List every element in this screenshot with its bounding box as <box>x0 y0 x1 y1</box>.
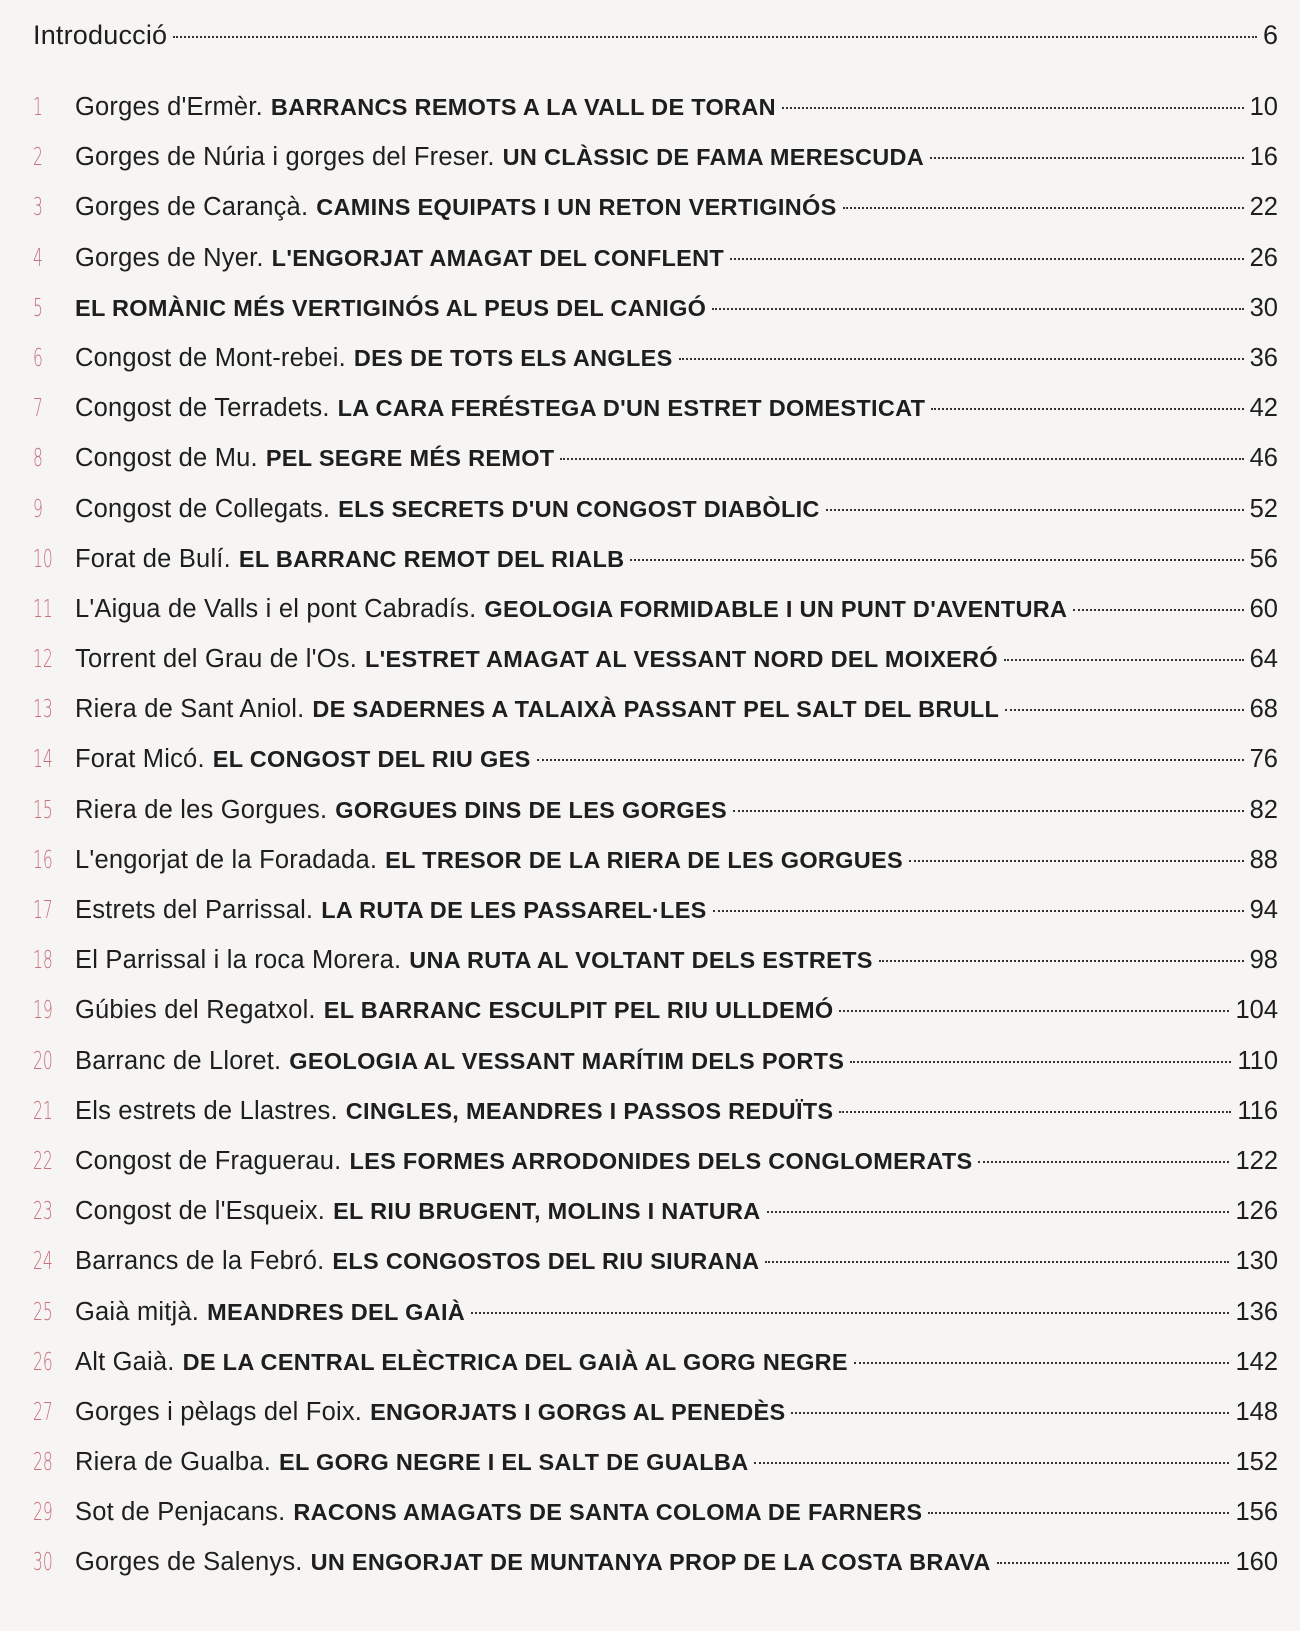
chapter-number: 19 <box>33 995 53 1025</box>
chapter-number: 8 <box>33 443 43 473</box>
chapter-place: Forat de Bulí. <box>75 544 231 573</box>
chapter-number: 26 <box>33 1346 53 1376</box>
chapter-title: CAMINS EQUIPATS I UN RETON VERTIGINÓS <box>316 194 837 221</box>
chapter-number: 4 <box>33 242 43 272</box>
chapter-page-number: 130 <box>1235 1247 1278 1276</box>
chapter-number: 9 <box>33 493 43 523</box>
chapter-place: L'engorjat de la Foradada. <box>75 845 378 874</box>
chapter-number: 20 <box>33 1045 53 1075</box>
chapter-title: LES FORMES ARRODONIDES DELS CONGLOMERATS <box>349 1147 973 1174</box>
chapter-number: 23 <box>33 1196 53 1226</box>
chapter-page-number: 110 <box>1237 1046 1278 1075</box>
chapter-place: Congost de Collegats. <box>75 494 331 523</box>
chapter-title: LA CARA FERÉSTEGA D'UN ESTRET DOMESTICAT <box>337 395 926 422</box>
chapter-number: 10 <box>33 543 53 573</box>
chapter-page-number: 42 <box>1249 394 1278 423</box>
chapter-title: L'ENGORJAT AMAGAT DEL CONFLENT <box>271 244 725 271</box>
chapter-title: UN ENGORJAT DE MUNTANYA PROP DE LA COSTA BRAVA <box>310 1549 991 1576</box>
chapter-number: 30 <box>33 1547 53 1577</box>
dot-leader <box>978 1161 1229 1163</box>
chapter-place: Alt Gaià. <box>75 1347 175 1376</box>
dot-leader <box>839 1010 1229 1012</box>
dot-leader <box>537 759 1244 761</box>
chapter-page-number: 122 <box>1235 1146 1278 1175</box>
chapter-page-number: 68 <box>1249 695 1278 724</box>
toc-chapter-row[interactable] <box>33 92 1278 142</box>
dot-leader <box>730 258 1244 260</box>
dot-leader <box>930 157 1244 159</box>
toc-chapter-row[interactable] <box>33 494 1278 544</box>
dot-leader <box>630 559 1243 561</box>
dot-leader <box>733 810 1244 812</box>
chapter-title: GEOLOGIA AL VESSANT MARÍTIM DELS PORTS <box>289 1047 845 1074</box>
dot-leader <box>879 960 1244 962</box>
toc-chapter-row[interactable] <box>33 1547 1278 1597</box>
chapter-place: Riera de Gualba. <box>75 1448 271 1477</box>
chapter-number: 25 <box>33 1296 53 1326</box>
chapter-place: Els estrets de Llastres. <box>75 1096 338 1125</box>
toc-chapter-row[interactable] <box>33 744 1278 794</box>
chapter-page-number: 104 <box>1235 996 1278 1025</box>
chapter-place: Riera de Sant Aniol. <box>75 695 305 724</box>
chapter-place: Gorges d'Ermèr. <box>75 93 263 121</box>
toc-chapter-row[interactable] <box>33 945 1278 995</box>
chapter-page-number: 88 <box>1249 845 1278 874</box>
chapter-page-number: 22 <box>1249 193 1278 222</box>
chapter-number: 18 <box>33 945 53 975</box>
chapter-title: EL BARRANC REMOT DEL RIALB <box>238 545 625 572</box>
chapter-place: Barranc de Lloret. <box>75 1046 282 1075</box>
chapter-page-number: 26 <box>1249 243 1278 272</box>
dot-leader <box>826 509 1244 511</box>
chapter-number: 28 <box>33 1447 53 1477</box>
chapter-place: Congost de Fraguerau. <box>75 1146 342 1175</box>
intro-label: Introducció <box>33 20 168 50</box>
chapter-title: ENGORJATS I GORGS AL PENEDÈS <box>370 1398 786 1425</box>
toc-chapter-row[interactable] <box>33 1447 1278 1497</box>
toc-chapter-row[interactable] <box>33 343 1278 393</box>
chapter-number: 27 <box>33 1396 53 1426</box>
toc-chapter-row[interactable] <box>33 443 1278 493</box>
toc-chapter-row[interactable] <box>33 1347 1278 1397</box>
chapter-place: Barrancs de la Febró. <box>75 1247 325 1276</box>
chapter-number: 2 <box>33 142 43 172</box>
toc-chapter-row[interactable] <box>33 1397 1278 1447</box>
toc-chapter-row[interactable] <box>33 192 1278 242</box>
toc-chapter-row[interactable] <box>33 243 1278 293</box>
toc-chapter-row[interactable] <box>33 393 1278 443</box>
chapter-title: EL ROMÀNIC MÉS VERTIGINÓS AL PEUS DEL CANIGÓ <box>75 294 707 321</box>
dot-leader <box>1073 609 1243 611</box>
chapter-title: EL BARRANC ESCULPIT PEL RIU ULLDEMÓ <box>323 997 834 1024</box>
chapter-number: 5 <box>33 292 43 322</box>
chapter-page-number: 52 <box>1249 494 1278 523</box>
chapter-title: MEANDRES DEL GAIÀ <box>207 1298 466 1325</box>
chapter-title: DE SADERNES A TALAIXÀ PASSANT PEL SALT DEL BRULL <box>312 696 1000 723</box>
chapter-page-number: 36 <box>1249 343 1278 372</box>
dot-leader <box>843 207 1244 209</box>
chapter-title: EL CONGOST DEL RIU GES <box>212 746 531 773</box>
dot-leader <box>767 1211 1230 1213</box>
chapter-page-number: 98 <box>1249 946 1278 975</box>
chapter-page-number: 94 <box>1249 896 1278 924</box>
chapter-page-number: 160 <box>1235 1548 1278 1577</box>
chapter-title: BARRANCS REMOTS A LA VALL DE TORAN <box>270 94 776 120</box>
dot-leader <box>928 1512 1229 1514</box>
toc-chapter-row[interactable] <box>33 1297 1278 1347</box>
chapter-page-number: 16 <box>1249 143 1278 172</box>
chapter-title: DE LA CENTRAL ELÈCTRICA DEL GAIÀ AL GORG NEGRE <box>182 1348 848 1375</box>
chapter-title: EL RIU BRUGENT, MOLINS I NATURA <box>333 1198 761 1225</box>
chapter-place: Forat Micó. <box>75 745 205 774</box>
intro-page-number: 6 <box>1262 20 1278 50</box>
dot-leader <box>560 458 1243 460</box>
dot-leader <box>765 1261 1229 1263</box>
chapter-number: 22 <box>33 1145 53 1175</box>
chapter-title: ELS SECRETS D'UN CONGOST DIABÒLIC <box>338 495 820 522</box>
chapter-page-number: 142 <box>1235 1347 1278 1376</box>
chapter-place: Torrent del Grau de l'Os. <box>75 645 357 674</box>
chapter-number: 14 <box>33 744 53 774</box>
chapter-place: Gorges de Carançà. <box>75 193 309 222</box>
chapter-page-number: 64 <box>1249 645 1278 674</box>
chapter-place: Congost de l'Esqueix. <box>75 1197 326 1226</box>
chapter-title: CINGLES, MEANDRES I PASSOS REDUÏTS <box>345 1097 834 1124</box>
chapter-number: 3 <box>33 192 43 222</box>
chapter-place: Gúbies del Regatxol. <box>75 996 316 1025</box>
toc-chapter-row[interactable] <box>33 1196 1278 1246</box>
dot-leader <box>850 1061 1231 1063</box>
dot-leader <box>782 107 1244 109</box>
dot-leader <box>1005 709 1243 711</box>
dot-leader <box>997 1562 1230 1564</box>
dot-leader <box>1004 659 1244 661</box>
dot-leader <box>713 910 1244 912</box>
chapter-number: 24 <box>33 1246 53 1276</box>
toc-chapter-row[interactable] <box>33 995 1278 1045</box>
dot-leader <box>471 1312 1229 1314</box>
dot-leader <box>839 1111 1231 1113</box>
chapter-title: DES DE TOTS ELS ANGLES <box>353 344 673 371</box>
chapter-place: El Parrissal i la roca Morera. <box>75 946 402 975</box>
chapter-title: RACONS AMAGATS DE SANTA COLOMA DE FARNERS <box>293 1499 923 1526</box>
toc-chapter-row[interactable] <box>33 694 1278 744</box>
toc-chapter-row[interactable] <box>33 1096 1278 1146</box>
chapter-page-number: 156 <box>1235 1498 1278 1527</box>
chapter-title: UN CLÀSSIC DE FAMA MERESCUDA <box>502 144 925 171</box>
chapter-page-number: 10 <box>1249 93 1278 121</box>
chapter-number: 21 <box>33 1095 53 1125</box>
chapter-title: EL TRESOR DE LA RIERA DE LES GORGUES <box>385 846 903 873</box>
chapter-place: Congost de Mu. <box>75 444 258 473</box>
toc-chapter-row[interactable] <box>33 895 1278 945</box>
chapter-title: GEOLOGIA FORMIDABLE I UN PUNT D'AVENTURA <box>484 595 1068 622</box>
chapter-page-number: 148 <box>1235 1397 1278 1426</box>
chapter-place: Gorges de Núria i gorges del Freser. <box>75 143 495 172</box>
toc-chapter-row[interactable] <box>33 644 1278 694</box>
toc-chapter-row[interactable] <box>33 1046 1278 1096</box>
toc-chapter-row[interactable] <box>33 142 1278 192</box>
dot-leader <box>931 408 1243 410</box>
chapter-title: ELS CONGOSTOS DEL RIU SIURANA <box>332 1248 760 1275</box>
chapter-list <box>33 92 1278 1598</box>
chapter-place: L'Aigua de Valls i el pont Cabradís. <box>75 594 477 623</box>
chapter-page-number: 82 <box>1249 795 1278 824</box>
toc-chapter-row[interactable] <box>33 845 1278 895</box>
chapter-place: Gaià mitjà. <box>75 1297 200 1326</box>
chapter-place: Congost de Terradets. <box>75 394 330 423</box>
chapter-place: Estrets del Parrissal. <box>75 896 314 924</box>
toc-chapter-row[interactable] <box>33 544 1278 594</box>
chapter-page-number: 136 <box>1235 1297 1278 1326</box>
chapter-place: Gorges de Nyer. <box>75 243 264 272</box>
toc-chapter-row[interactable] <box>33 795 1278 845</box>
dot-leader <box>173 36 1257 38</box>
chapter-number: 29 <box>33 1497 53 1527</box>
dot-leader <box>854 1362 1230 1364</box>
chapter-number: 6 <box>33 342 43 372</box>
chapter-page-number: 60 <box>1249 594 1278 623</box>
toc-chapter-row[interactable] <box>33 1497 1278 1547</box>
chapter-number: 17 <box>33 895 53 924</box>
chapter-title: PEL SEGRE MÉS REMOT <box>265 445 555 472</box>
dot-leader <box>712 308 1243 310</box>
toc-chapter-row[interactable] <box>33 1246 1278 1296</box>
chapter-place: Congost de Mont-rebei. <box>75 343 346 372</box>
dot-leader <box>754 1462 1229 1464</box>
chapter-place: Gorges de Salenys. <box>75 1548 303 1577</box>
chapter-place: Sot de Penjacans. <box>75 1498 286 1527</box>
table-of-contents <box>33 20 1278 1598</box>
toc-chapter-row[interactable] <box>33 1146 1278 1196</box>
chapter-page-number: 56 <box>1249 544 1278 573</box>
chapter-title: UNA RUTA AL VOLTANT DELS ESTRETS <box>409 947 873 974</box>
chapter-page-number: 126 <box>1235 1197 1278 1226</box>
chapter-number: 11 <box>33 593 53 623</box>
chapter-page-number: 30 <box>1249 293 1278 322</box>
toc-chapter-row[interactable] <box>33 293 1278 343</box>
chapter-place: Riera de les Gorgues. <box>75 795 328 824</box>
dot-leader <box>791 1412 1229 1414</box>
chapter-place: Gorges i pèlags del Foix. <box>75 1397 363 1426</box>
chapter-page-number: 76 <box>1249 745 1278 774</box>
chapter-page-number: 116 <box>1237 1096 1278 1125</box>
dot-leader <box>909 860 1244 862</box>
chapter-page-number: 152 <box>1235 1448 1278 1477</box>
chapter-number: 16 <box>33 844 53 874</box>
chapter-number: 13 <box>33 694 53 724</box>
toc-chapter-row[interactable] <box>33 594 1278 644</box>
chapter-number: 12 <box>33 644 53 674</box>
chapter-number: 1 <box>33 92 43 121</box>
chapter-title: EL GORG NEGRE I EL SALT DE GUALBA <box>278 1449 749 1476</box>
chapter-number: 15 <box>33 794 53 824</box>
chapter-title: LA RUTA DE LES PASSAREL·LES <box>321 897 707 923</box>
chapter-title: GORGUES DINS DE LES GORGES <box>335 796 727 823</box>
chapter-page-number: 46 <box>1249 444 1278 473</box>
dot-leader <box>679 358 1244 360</box>
chapter-title: L'ESTRET AMAGAT AL VESSANT NORD DEL MOIXERÓ <box>365 646 998 673</box>
chapter-number: 7 <box>33 393 43 423</box>
toc-intro-row[interactable] <box>33 20 1278 70</box>
